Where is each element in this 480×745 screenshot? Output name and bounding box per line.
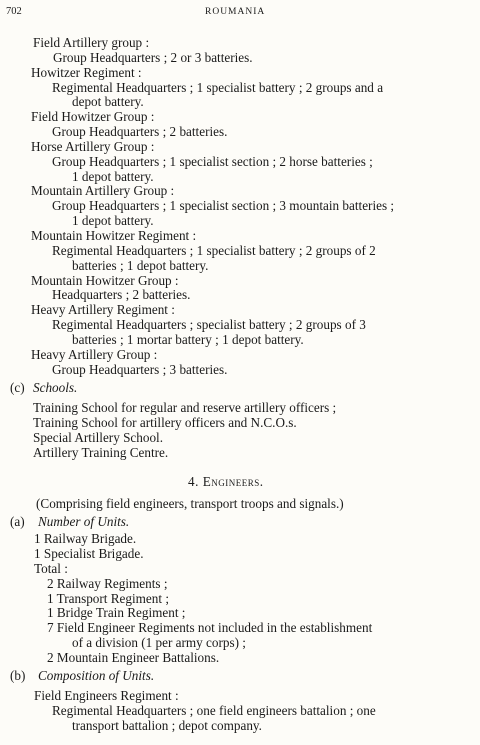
text-line: Field Howitzer Group : xyxy=(31,109,155,124)
section-heading: Composition of Units. xyxy=(38,668,155,683)
section-marker: (b) xyxy=(10,668,26,683)
text-line: (Comprising field engineers, transport troops and signals.) xyxy=(36,496,344,511)
text-line: Horse Artillery Group : xyxy=(31,139,155,154)
text-line: batteries ; 1 depot battery. xyxy=(72,258,209,273)
section-heading: Number of Units. xyxy=(38,514,130,529)
text-line: depot battery. xyxy=(72,94,144,109)
text-line: Heavy Artillery Group : xyxy=(31,347,158,362)
text-line: of a division (1 per army corps) ; xyxy=(72,635,246,650)
text-line: Group Headquarters ; 2 or 3 batteries. xyxy=(53,50,253,65)
section-marker: (c) xyxy=(10,380,25,395)
text-line: 1 Specialist Brigade. xyxy=(34,546,144,561)
text-line: Group Headquarters ; 1 specialist section ; 2 horse batteries ; xyxy=(52,154,373,169)
text-line: Regimental Headquarters ; one field engineers battalion ; one xyxy=(52,703,376,718)
text-line: Artillery Training Centre. xyxy=(33,445,169,460)
text-line: 1 Railway Brigade. xyxy=(34,531,137,546)
text-line: Mountain Howitzer Group : xyxy=(31,273,179,288)
text-line: Training School for regular and reserve artillery officers ; xyxy=(33,400,337,415)
section-heading: Schools. xyxy=(33,380,78,395)
text-line: Group Headquarters ; 3 batteries. xyxy=(52,362,228,377)
text-line: Group Headquarters ; 1 specialist section ; 3 mountain batteries ; xyxy=(52,198,395,213)
text-line: 7 Field Engineer Regiments not included in the establishment xyxy=(47,620,373,635)
text-line: Regimental Headquarters ; 1 specialist battery ; 2 groups and a xyxy=(52,80,384,95)
text-line: 1 Bridge Train Regiment ; xyxy=(47,605,186,620)
text-line: 1 depot battery. xyxy=(72,213,154,228)
text-line: 1 Transport Regiment ; xyxy=(47,591,169,606)
text-line: Group Headquarters ; 2 batteries. xyxy=(52,124,228,139)
text-line: Regimental Headquarters ; 1 specialist battery ; 2 groups of 2 xyxy=(52,243,376,258)
text-line: Howitzer Regiment : xyxy=(31,65,142,80)
text-line: Field Artillery group : xyxy=(33,35,150,50)
text-line: Training School for artillery officers and N.C.O.s. xyxy=(33,415,297,430)
section-marker: (a) xyxy=(10,514,25,529)
text-line: batteries ; 1 mortar battery ; 1 depot battery. xyxy=(72,332,304,347)
text-line: Special Artillery School. xyxy=(33,430,164,445)
text-line: Mountain Howitzer Regiment : xyxy=(31,228,197,243)
text-line: transport battalion ; depot company. xyxy=(72,718,262,733)
text-line: 2 Mountain Engineer Battalions. xyxy=(47,650,220,665)
page-number: 702 xyxy=(6,6,22,17)
text-line: 1 depot battery. xyxy=(72,169,154,184)
running-title: ROUMANIA xyxy=(205,7,266,17)
chapter-heading: 4. Engineers. xyxy=(188,474,264,489)
text-line: Headquarters ; 2 batteries. xyxy=(52,287,191,302)
text-line: Field Engineers Regiment : xyxy=(34,688,179,703)
text-line: 2 Railway Regiments ; xyxy=(47,576,168,591)
text-line: Regimental Headquarters ; specialist battery ; 2 groups of 3 xyxy=(52,317,366,332)
text-line: Total : xyxy=(34,561,68,576)
text-line: Heavy Artillery Regiment : xyxy=(31,302,175,317)
text-line: Mountain Artillery Group : xyxy=(31,183,175,198)
